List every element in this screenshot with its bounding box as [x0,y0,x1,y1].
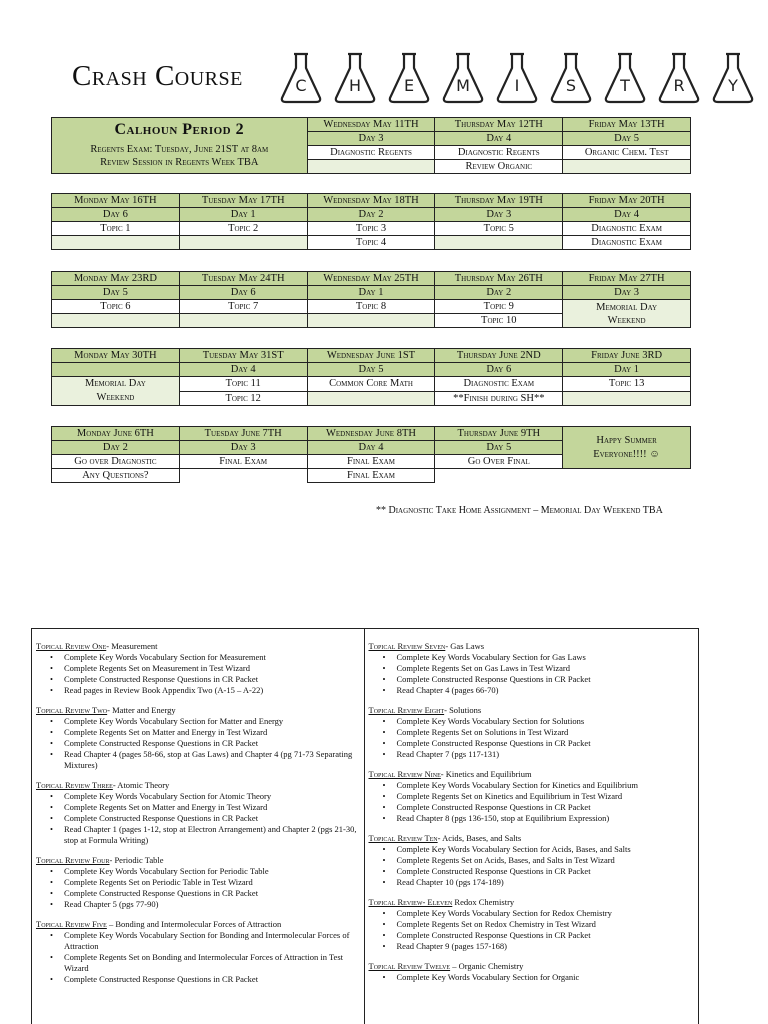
list-item: • Complete Key Words Vocabulary Section for Solutions [379,716,693,727]
calendar-cell: Diagnostic Regents [435,146,563,160]
flask-letter [494,52,540,104]
flask-letter-text: C [295,76,307,95]
day-header: Tuesday May 17TH [179,194,307,208]
list-item: • Complete Regents Set on Periodic Table in Test Wizard [46,877,358,888]
calendar-cell: Organic Chem. Test [563,146,691,160]
topical-review-section [36,641,358,696]
day-header: Tuesday May 24TH [179,272,307,286]
day-number: Day 4 [179,363,307,377]
day-header: Thursday June 2ND [435,349,563,363]
footnote: ** Diagnostic Take Home Assignment – Memorial Day Weekend TBA [376,505,663,516]
day-header: Wednesday June 8TH [307,427,435,441]
calendar-cell: **Finish during SH** [435,391,563,406]
calendar-cell: Final Exam [179,455,307,469]
review-session-note: Review Session in Regents Week TBA [100,156,259,168]
list-item: • Complete Key Words Vocabulary Section for Bonding and Intermolecular Forces of Attraction [46,930,358,952]
day-header: Monday June 6TH [52,427,180,441]
calendar-cell [563,391,691,406]
calendar-cell: Topic 6 [52,300,180,314]
happy-summer-note: Happy Summer Everyone!!!! ☺ [563,427,691,469]
list-item: • Complete Key Words Vocabulary Section for Gas Laws [379,652,693,663]
section-title [36,855,358,866]
day-number: Day 5 [435,441,563,455]
day-number: Day 1 [179,208,307,222]
list-item: • Complete Key Words Vocabulary Section for Kinetics and Equilibrium [379,780,693,791]
calendar-cell: Topic 5 [435,222,563,236]
empty-cell [179,469,307,483]
calendar-cell: Topic 4 [307,236,435,250]
section-heading: Topical Review Four [36,855,110,865]
flask-letter [710,52,756,104]
flask-letter-text: H [348,76,362,95]
day-header: Friday May 20TH [563,194,691,208]
day-number: Day 1 [307,286,435,300]
topical-review-section [369,833,693,888]
section-title [369,897,693,908]
calendar-cell [52,314,180,328]
reviews-left-column [32,629,365,1024]
list-item: • Read Chapter 10 (pgs 174-189) [379,877,693,888]
calendar-week-4 [51,348,691,406]
day-header: Monday May 16TH [52,194,180,208]
calendar-cell: Any Questions? [52,469,180,483]
day-header: Friday May 13TH [563,118,691,132]
empty-cell [435,469,563,483]
list-item: • Read Chapter 5 (pgs 77-90) [46,899,358,910]
list-item: • Complete Regents Set on Matter and Energy in Test Wizard [46,727,358,738]
list-item: • Complete Constructed Response Questions in CR Packet [379,930,693,941]
section-heading: Topical Review Three [36,780,113,790]
section-title [369,769,693,780]
flask-letter [278,52,324,104]
topical-review-section [36,705,358,771]
day-number [52,363,180,377]
section-title [36,641,358,652]
day-header: Wednesday May 11TH [307,118,435,132]
list-item: • Complete Key Words Vocabulary Section for Acids, Bases, and Salts [379,844,693,855]
day-header: Thursday June 9TH [435,427,563,441]
list-item: • Read Chapter 7 (pgs 117-131) [379,749,693,760]
day-number: Day 6 [435,363,563,377]
flask-letter-text: M [456,76,470,95]
day-header: Friday June 3RD [563,349,691,363]
calendar-cell [307,314,435,328]
calendar-cell: Diagnostic Exam [563,222,691,236]
calendar-cell: Topic 3 [307,222,435,236]
day-number: Day 2 [52,441,180,455]
topical-review-section [36,780,358,846]
calendar-week-1 [51,117,691,174]
calendar-cell: Topic 8 [307,300,435,314]
calendar-cell: Final Exam [307,455,435,469]
period-header [52,118,308,174]
list-item: • Complete Constructed Response Questions in CR Packet [379,866,693,877]
calendar-cell [52,236,180,250]
section-heading: Topical Review Twelve [368,961,451,971]
flask-letter [332,52,378,104]
topical-review-section [369,897,693,952]
list-item: • Complete Constructed Response Questions in CR Packet [46,738,358,749]
calendar-cell: Review Organic [435,160,563,174]
day-number: Day 4 [307,441,435,455]
list-item: • Complete Key Words Vocabulary Section for Organic [379,972,693,983]
flask-letter-text: T [620,76,630,95]
list-item: • Read Chapter 1 (pages 1-12, stop at Electron Arrangement) and Chapter 2 (pgs 21-30, stop at Formula Writing) [46,824,358,846]
calendar-cell: Topic 9 [435,300,563,314]
regents-exam-date: Regents Exam: Tuesday, June 21ST at 8am [90,143,269,155]
reviews-right-column [365,629,699,1024]
calendar-cell [435,236,563,250]
list-item: • Complete Key Words Vocabulary Section for Atomic Theory [46,791,358,802]
section-heading: Topical Review Five [36,919,107,929]
section-title [36,919,358,930]
flask-letter-text: I [514,76,520,95]
section-title [369,705,693,716]
list-item: • Complete Regents Set on Measurement in Test Wizard [46,663,358,674]
topical-review-section [369,641,693,696]
flask-letter [386,52,432,104]
flask-letter-text: Y [728,76,738,95]
list-item: • Complete Regents Set on Acids, Bases, and Salts in Test Wizard [379,855,693,866]
calendar-cell: Topic 12 [179,391,307,406]
calendar-cell: Topic 11 [179,377,307,392]
calendar-week-2 [51,193,691,250]
section-topic: - Kinetics and Equilibrium [440,769,532,779]
section-topic: - Solutions [444,705,482,715]
calendar-cell [179,236,307,250]
section-title [369,961,693,972]
day-number: Day 5 [52,286,180,300]
section-topic: - Acids, Bases, and Salts [437,833,522,843]
calendar-cell: Topic 13 [563,377,691,392]
calendar-cell [179,314,307,328]
section-title [369,641,693,652]
section-topic: - Periodic Table [109,855,164,865]
day-number: Day 3 [563,286,691,300]
empty-cell [563,469,691,483]
day-header: Wednesday May 18TH [307,194,435,208]
list-item: • Complete Constructed Response Questions in CR Packet [46,674,358,685]
flask-letter [440,52,486,104]
section-topic: - Gas Laws [445,641,485,651]
list-item: • Complete Constructed Response Questions in CR Packet [46,974,358,985]
section-heading: Topical Review Ten [368,833,438,843]
section-title [369,833,693,844]
calendar-cell: Topic 2 [179,222,307,236]
calendar-cell: Common Core Math [307,377,435,392]
day-header: Monday May 23RD [52,272,180,286]
section-title [36,705,358,716]
list-item: • Complete Key Words Vocabulary Section for Matter and Energy [46,716,358,727]
day-number: Day 6 [179,286,307,300]
section-topic: - Matter and Energy [107,705,176,715]
day-number: Day 3 [307,132,435,146]
calendar-week-3 [51,271,691,328]
calendar-cell: Topic 1 [52,222,180,236]
list-item: • Complete Constructed Response Questions in CR Packet [46,888,358,899]
flask-letter-text: R [673,76,685,95]
list-item: • Read Chapter 8 (pgs 136-150, stop at Equilibrium Expression) [379,813,693,824]
calendar-cell [307,391,435,406]
day-number: Day 5 [563,132,691,146]
calendar-cell: Diagnostic Exam [563,236,691,250]
section-topic: - Atomic Theory [112,780,170,790]
section-topic: – Bonding and Intermolecular Forces of Attraction [106,919,282,929]
topical-review-section [369,961,693,983]
section-heading: Topical Review Seven [368,641,446,651]
page-title: Crash Course [72,60,243,92]
topical-review-section [369,705,693,760]
calendar-cell [307,160,435,174]
day-number: Day 6 [52,208,180,222]
calendar-cell: Diagnostic Exam [435,377,563,392]
calendar-week-5 [51,426,691,483]
list-item: • Complete Regents Set on Redox Chemistry in Test Wizard [379,919,693,930]
day-number: Day 4 [435,132,563,146]
flask-letter [656,52,702,104]
topical-reviews-box [31,628,699,1024]
list-item: • Complete Key Words Vocabulary Section for Redox Chemistry [379,908,693,919]
list-item: • Complete Constructed Response Questions in CR Packet [379,802,693,813]
list-item: • Complete Key Words Vocabulary Section for Measurement [46,652,358,663]
list-item: • Complete Constructed Response Questions in CR Packet [379,738,693,749]
list-item: • Complete Regents Set on Kinetics and Equilibrium in Test Wizard [379,791,693,802]
list-item: • Complete Regents Set on Bonding and Intermolecular Forces of Attraction in Test Wizard [46,952,358,974]
day-number: Day 4 [563,208,691,222]
topical-review-section [36,855,358,910]
day-header: Friday May 27TH [563,272,691,286]
calendar-cell: Diagnostic Regents [307,146,435,160]
day-number: Day 2 [307,208,435,222]
day-header: Thursday May 19TH [435,194,563,208]
day-number: Day 3 [435,208,563,222]
day-number: Day 5 [307,363,435,377]
section-topic: - Measurement [106,641,158,651]
topical-review-section [369,769,693,824]
section-heading: Topical Review Eight [368,705,445,715]
day-number: Day 2 [435,286,563,300]
topical-review-section [36,919,358,985]
calendar-cell [563,160,691,174]
section-heading: Topical Review One [36,641,107,651]
list-item: • Complete Constructed Response Questions in CR Packet [46,813,358,824]
calendar-cell: Topic 7 [179,300,307,314]
list-item: • Complete Regents Set on Matter and Energy in Test Wizard [46,802,358,813]
section-topic: Redox Chemistry [452,897,515,907]
list-item: • Complete Key Words Vocabulary Section for Periodic Table [46,866,358,877]
flask-letter [602,52,648,104]
flask-letter-text: E [403,76,415,95]
day-number: Day 3 [179,441,307,455]
day-header: Wednesday May 25TH [307,272,435,286]
section-heading: Topical Review Two [36,705,108,715]
memorial-day-note: Memorial Day Weekend [563,300,691,328]
section-heading: Topical Review- Eleven [368,897,453,907]
flask-letter [548,52,594,104]
calendar-cell: Go over Diagnostic [52,455,180,469]
list-item: • Complete Regents Set on Solutions in Test Wizard [379,727,693,738]
calendar-cell: Go Over Final [435,455,563,469]
day-header: Tuesday June 7TH [179,427,307,441]
section-title [36,780,358,791]
section-heading: Topical Review Nine [368,769,441,779]
calendar-cell: Topic 10 [435,314,563,328]
day-header: Wednesday June 1ST [307,349,435,363]
list-item: • Read Chapter 9 (pages 157-168) [379,941,693,952]
list-item: • Complete Constructed Response Questions in CR Packet [379,674,693,685]
list-item: • Read Chapter 4 (pages 66-70) [379,685,693,696]
list-item: • Read pages in Review Book Appendix Two (A-15 – A-22) [46,685,358,696]
day-number: Day 1 [563,363,691,377]
day-header: Thursday May 26TH [435,272,563,286]
list-item: • Complete Regents Set on Gas Laws in Test Wizard [379,663,693,674]
day-header: Thursday May 12TH [435,118,563,132]
calendar-cell: Final Exam [307,469,435,483]
memorial-day-note: Memorial Day Weekend [52,377,180,406]
chemistry-flasks [278,52,756,104]
flask-letter-text: S [565,76,577,95]
list-item: • Read Chapter 4 (pages 58-66, stop at Gas Laws) and Chapter 4 (pg 71-73 Separating Mixtures) [46,749,358,771]
period-title: Calhoun Period 2 [114,120,245,138]
day-header: Tuesday May 31ST [179,349,307,363]
day-header: Monday May 30TH [52,349,180,363]
section-topic: – Organic Chemistry [450,961,524,971]
